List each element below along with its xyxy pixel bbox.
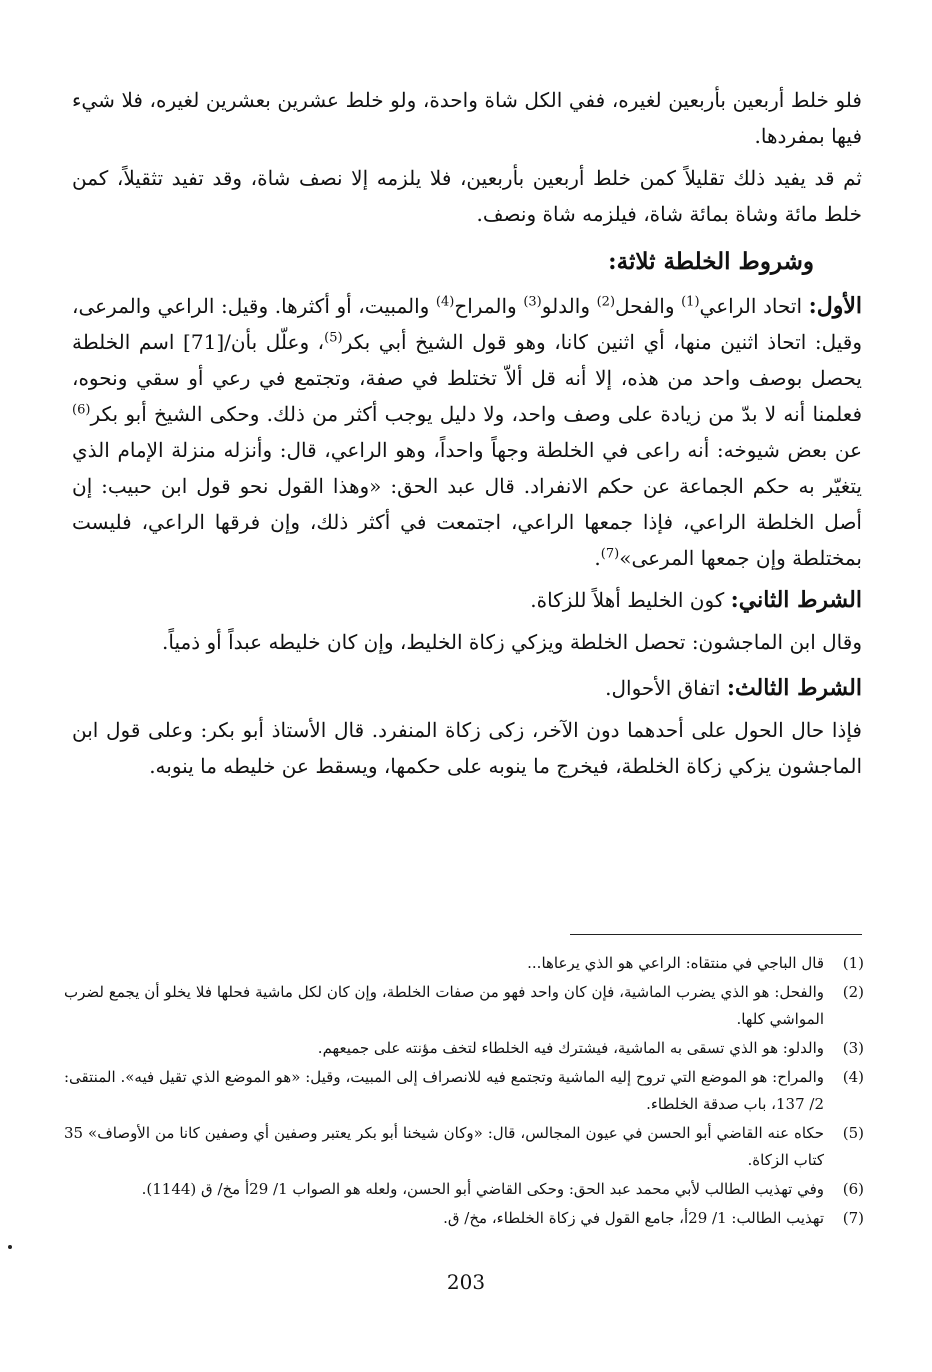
condition-first-lead: الأول: (808, 293, 862, 319)
paragraph-1: فلو خلط أربعين بأربعين لغيره، ففي الكل شاة واحدة، ولو خلط عشرين بعشرين لغيره، فلا شيء فيها بمفردها. (72, 88, 862, 148)
condition-first (72, 288, 862, 576)
footnote-ref-3: (3) (523, 294, 542, 310)
footnote-text: قال الباجي في منتقاه: الراعي هو الذي يرعاها... (527, 954, 824, 972)
footnote-number: (5) (842, 1124, 864, 1142)
text-run: والفحل (615, 294, 682, 318)
footnote-ref-2: (2) (596, 294, 616, 310)
footnote-ref-5: (5) (324, 330, 343, 346)
footnote-number: (2) (842, 983, 864, 1001)
page-number: 203 (446, 1270, 486, 1294)
section-heading: وشروط الخلطة ثلاثة: (608, 248, 814, 275)
text-run: ، وعلّل بأن/[71] اسم الخلطة يحصل بوصف واحد من هذه، إلا أنه قل ألاّ تختلط في صفة، وتجتمع في رعي أو سقي ونحوه، فعلمنا أنه لا بدّ من زيادة على وصف واحد، ولا دليل يوجب أكثر من ذلك. وحكى الشيخ أبو بكر (72, 330, 862, 426)
footnote-text: تهذيب الطالب: 1/ 29أ، جامع القول في زكاة الخلطاء، مخ/ ق. (443, 1209, 824, 1227)
condition-second-text: كون الخليط أهلاً للزكاة. (530, 588, 731, 612)
footnote-ref-7: (7) (600, 546, 620, 562)
footnote-ref-6: (6) (72, 402, 91, 418)
scan-speck (8, 1245, 12, 1249)
footnote-separator (570, 934, 862, 935)
condition-third-text: اتفاق الأحوال. (605, 676, 727, 700)
text-run: والمراح (454, 294, 524, 318)
text-run: اتحاد الراعي (699, 294, 809, 318)
condition-second-lead: الشرط الثاني: (730, 587, 862, 613)
footnote-number: (6) (842, 1180, 864, 1198)
footnote (64, 1120, 864, 1174)
footnote (64, 979, 864, 1033)
text-run: والدلو (541, 294, 597, 318)
footnote-text: حكاه عنه القاضي أبو الحسن في عيون المجالس، قال: «وكان شيخنا أبو بكر يعتبر وصفين أي وصفين كانا من الأوصاف» 35 كتاب الزكاة. (64, 1124, 824, 1169)
footnote-number: (1) (842, 954, 864, 972)
footnote-text: والدلو: هو الذي تسقى به الماشية، فيشترك فيه الخلطاء لتخف مؤنته على جميعهم. (317, 1039, 824, 1057)
footnote-text: والمراح: هو الموضع التي تروح إليه الماشية وتجتمع فيه للانصراف إلى المبيت، وقيل: «هو الموضع الذي تقيل فيه». المنتقى: 2/ 137، باب صدقة الخلطاء. (64, 1068, 824, 1113)
footnote-number: (3) (842, 1039, 864, 1057)
paragraph-2: ثم قد يفيد ذلك تقليلاً كمن خلط أربعين بأربعين، فلا يلزمه إلا نصف شاة، وقد تفيد تثقيلاً، كمن خلط مائة وشاة بمائة شاة، فيلزمه شاة ونصف. (72, 166, 862, 226)
footnote (64, 1035, 864, 1062)
footnote-text: وفي تهذيب الطالب لأبي محمد عبد الحق: وحكى القاضي أبو الحسن، ولعله هو الصواب 1/ 29أ مخ/ ق (1144). (141, 1180, 824, 1198)
text-run: والمبيت، أو أكثرها. وقيل: الراعي والمرعى، وقيل: اتحاذ اثنين منها، أي اثنين كانا، وهو قول الشيخ أبي بكر (72, 294, 863, 354)
condition-second-paragraph: وقال ابن الماجشون: تحصل الخلطة ويزكي زكاة الخليط، وإن كان خليطه عبداً أو ذمياً. (162, 630, 862, 654)
footnote (64, 950, 864, 977)
footnote-number: (4) (842, 1068, 864, 1086)
footnote-ref-4: (4) (435, 294, 455, 310)
footnote (64, 1176, 864, 1203)
footnote (64, 1064, 864, 1118)
condition-third-lead: الشرط الثالث: (726, 675, 862, 701)
footnotes (64, 950, 864, 1234)
footnote-ref-1: (1) (681, 294, 700, 310)
main-text (72, 82, 862, 790)
text-run: . (594, 546, 601, 570)
text-run: عن بعض شيوخه: أنه راعى في الخلطة وجهاً واحداً، وهو الراعي، قال: وأنزله منزلة الإمام الذي يتغيّر به حكم الجماعة عن حكم الانفراد. قال عبد الحق: «وهذا القول نحو قول ابن حبيب: إن أصل الخلطة الراعي، فإذا جمعها الراعي، اجتمعت في أكثر ذلك، وإن فرقها الراعي، فليست بمختلطة وإن جمعها المرعى» (72, 438, 862, 570)
condition-third-paragraph: فإذا حال الحول على أحدهما دون الآخر، زكى زكاة المنفرد. قال الأستاذ أبو بكر: وعلى قول ابن الماجشون يزكي زكاة الخلطة، فيخرج ما ينوبه على حكمها، ويسقط عن خليطه ما ينوبه. (72, 718, 862, 778)
footnote-number: (7) (842, 1209, 864, 1227)
footnote (64, 1205, 864, 1232)
condition-third (72, 670, 862, 706)
condition-second (72, 582, 862, 618)
footnote-text: والفحل: هو الذي يضرب الماشية، فإن كان واحد فهو من صفات الخلطة، وإن كان لكل ماشية فحلها فلا يخلو أن يجمع لضرب المواشي كلها. (64, 983, 824, 1028)
